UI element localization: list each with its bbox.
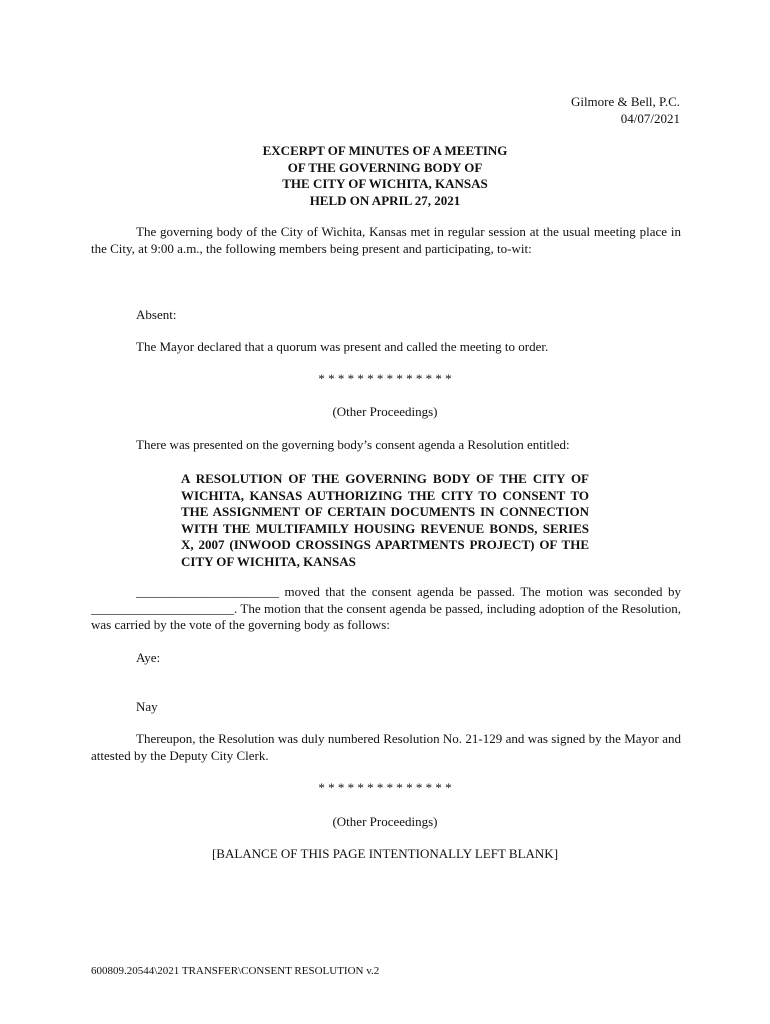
document-title <box>0 143 770 209</box>
thereupon-paragraph: Thereupon, the Resolution was duly numbered Resolution No. 21-129 and was signed by the Mayor and attested by the Deputy City Clerk. <box>91 731 681 763</box>
other-proceedings-1: (Other Proceedings) <box>332 404 438 419</box>
motion-paragraph: ______________________ moved that the consent agenda be passed. The motion was seconded by ______________________. The motion that the consent agenda be passed, including adoption of the Resolution, was carried by the vote of the governing body as follows: <box>91 584 681 632</box>
document-footer-id: 600809.20544\2021 TRANSFER\CONSENT RESOLUTION v.2 <box>91 965 380 977</box>
intro-paragraph: The governing body of the City of Wichita, Kansas met in regular session at the usual meeting place in the City, at 9:00 a.m., the following members being present and participating, to-wit: <box>91 224 681 256</box>
resolution-title: A RESOLUTION OF THE GOVERNING BODY OF THE CITY OF WICHITA, KANSAS AUTHORIZING THE CITY TO CONSENT TO THE ASSIGNMENT OF CERTAIN DOCUMENTS IN CONNECTION WITH THE MULTIFAMILY HOUSING REVENUE BONDS, SERIES X, 2007 (INWOOD CROSSINGS APARTMENTS PROJECT) OF THE CITY OF WICHITA, KANSAS <box>181 471 589 569</box>
document-date: 04/07/2021 <box>620 110 680 126</box>
title-line-3: THE CITY OF WICHITA, KANSAS <box>282 176 488 191</box>
absent-label: Absent: <box>136 307 177 322</box>
nay-label: Nay <box>136 699 158 714</box>
firm-name: Gilmore & Bell, P.C. <box>570 94 680 109</box>
firm-header <box>571 94 680 127</box>
title-line-2: OF THE GOVERNING BODY OF <box>287 159 483 175</box>
other-proceedings-2: (Other Proceedings) <box>332 814 438 829</box>
presented-paragraph: There was presented on the governing body’s consent agenda a Resolution entitled: <box>136 437 570 452</box>
quorum-paragraph: The Mayor declared that a quorum was present and called the meeting to order. <box>136 339 549 354</box>
aye-label: Aye: <box>136 650 161 665</box>
section-separator-2: * * * * * * * * * * * * * * <box>318 780 452 795</box>
title-line-1: EXCERPT OF MINUTES OF A MEETING <box>262 143 508 158</box>
title-line-4: HELD ON APRIL 27, 2021 <box>309 192 461 208</box>
balance-notice: [BALANCE OF THIS PAGE INTENTIONALLY LEFT BLANK] <box>211 846 559 861</box>
section-separator-1: * * * * * * * * * * * * * * <box>318 371 452 386</box>
